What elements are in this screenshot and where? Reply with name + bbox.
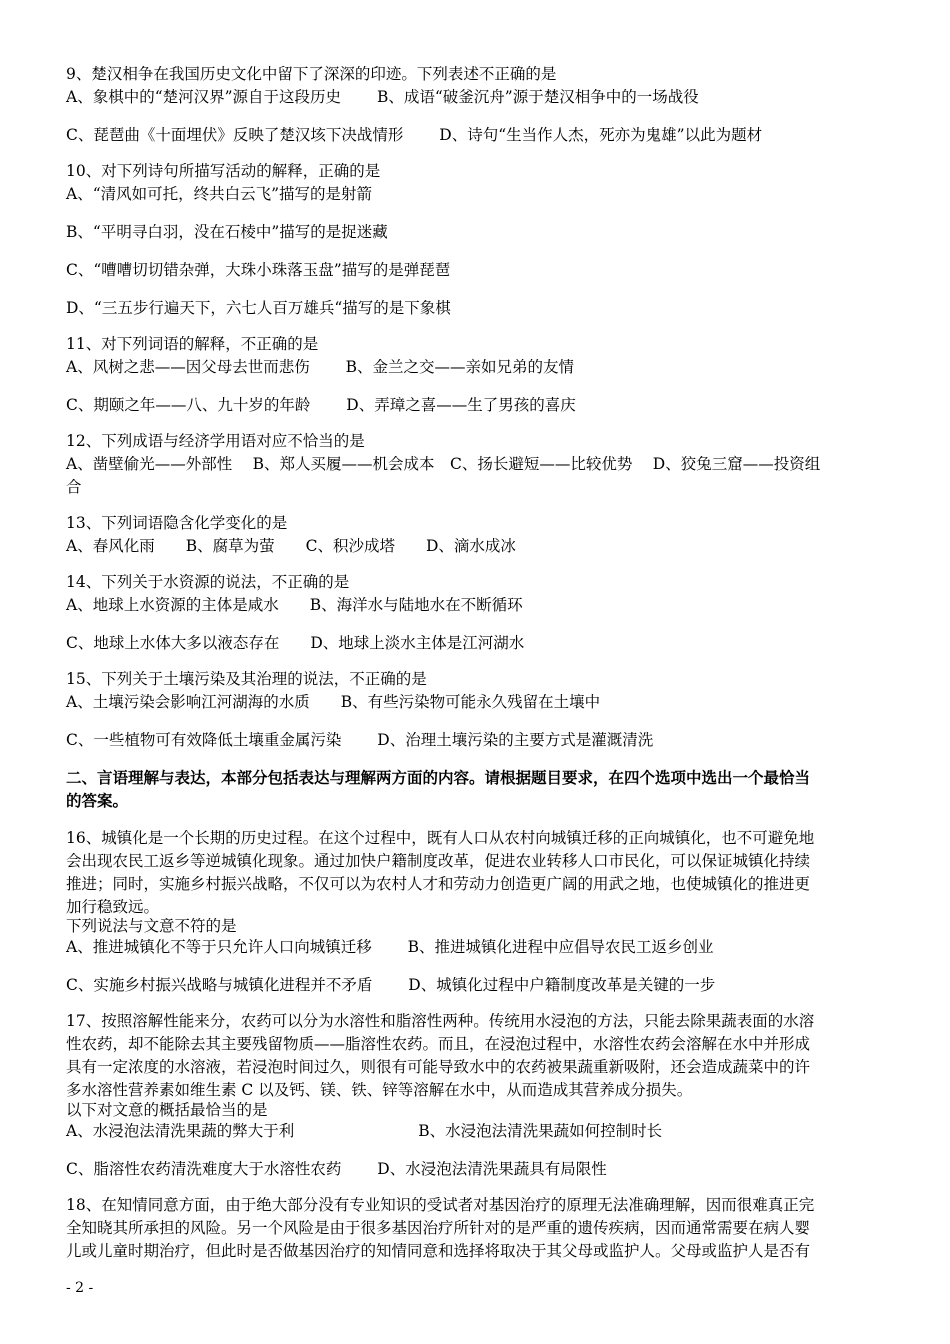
q9-options-cd: C、琵琶曲《十面埋伏》反映了楚汉垓下决战情形 D、诗句“生当作人杰，死亦为鬼雄”以此为题材 bbox=[66, 126, 763, 144]
q15-options-ab: A、土壤污染会影响江河湖海的水质 B、有些污染物可能永久残留在土壤中 bbox=[66, 693, 601, 711]
q10-stem: 10、对下列诗句所描写活动的解释，正确的是 bbox=[66, 162, 381, 180]
q13-options: A、春风化雨 B、腐草为萤 C、积沙成塔 D、滴水成冰 bbox=[66, 537, 516, 555]
section-two-heading-wrap: 的答案。 bbox=[66, 792, 129, 810]
q12-options: A、凿壁偷光——外部性 B、郑人买履——机会成本 C、扬长避短——比较优势 D、狡兔三窟——投资组 bbox=[66, 455, 821, 473]
q12-options-wrap: 合 bbox=[66, 478, 82, 496]
q17-passage-3: 具有一定浓度的水溶液，若浸泡时间过久，则很有可能导致水中的农药被果蔬重新吸附，还会造成蔬菜中的许 bbox=[66, 1058, 811, 1076]
q15-stem: 15、下列关于土壤污染及其治理的说法，不正确的是 bbox=[66, 670, 427, 688]
q16-options-cd: C、实施乡村振兴战略与城镇化进程并不矛盾 D、城镇化过程中户籍制度改革是关键的一步 bbox=[66, 976, 716, 994]
q9-stem: 9、楚汉相争在我国历史文化中留下了深深的印迹。下列表述不正确的是 bbox=[66, 65, 557, 83]
q10-option-b: B、“平明寻白羽，没在石棱中”描写的是捉迷藏 bbox=[66, 223, 388, 241]
q14-options-cd: C、地球上水体大多以液态存在 D、地球上淡水主体是江河湖水 bbox=[66, 634, 525, 652]
q12-stem: 12、下列成语与经济学用语对应不恰当的是 bbox=[66, 432, 365, 450]
q10-option-c: C、“嘈嘈切切错杂弹，大珠小珠落玉盘”描写的是弹琵琶 bbox=[66, 261, 451, 279]
q17-passage-4: 多水溶性营养素如维生素 C 以及钙、镁、铁、锌等溶解在水中，从而造成其营养成分损失。 bbox=[66, 1081, 693, 1099]
q9-options-ab: A、象棋中的“楚河汉界”源自于这段历史 B、成语“破釜沉舟”源于楚汉相争中的一场战役 bbox=[66, 88, 699, 106]
q16-passage-1: 16、城镇化是一个长期的历史过程。在这个过程中，既有人口从农村向城镇迁移的正向城镇化，也不可避免地 bbox=[66, 829, 815, 847]
q13-stem: 13、下列词语隐含化学变化的是 bbox=[66, 514, 288, 532]
q17-passage-1: 17、按照溶解性能来分，农药可以分为水溶性和脂溶性两种。传统用水浸泡的方法，只能去除果蔬表面的水溶 bbox=[66, 1012, 815, 1030]
q16-stem: 下列说法与文意不符的是 bbox=[66, 917, 237, 935]
q18-passage-2: 全知晓其所承担的风险。另一个风险是由于很多基因治疗所针对的是严重的遗传疾病，因而通常需要在病人婴 bbox=[66, 1219, 811, 1237]
q14-stem: 14、下列关于水资源的说法，不正确的是 bbox=[66, 573, 350, 591]
q10-option-a: A、“清风如可托，终共白云飞”描写的是射箭 bbox=[66, 185, 373, 203]
q11-options-ab: A、风树之悲——因父母去世而悲伤 B、金兰之交——亲如兄弟的友情 bbox=[66, 358, 575, 376]
q18-passage-1: 18、在知情同意方面，由于绝大部分没有专业知识的受试者对基因治疗的原理无法准确理解，因而很难真正完 bbox=[66, 1196, 815, 1214]
q11-options-cd: C、期颐之年——八、九十岁的年龄 D、弄璋之喜——生了男孩的喜庆 bbox=[66, 396, 576, 414]
q17-stem: 以下对文意的概括最恰当的是 bbox=[66, 1101, 268, 1119]
q16-passage-4: 加行稳致远。 bbox=[66, 898, 160, 916]
q16-passage-2: 会出现农民工返乡等逆城镇化现象。通过加快户籍制度改革，促进农业转移人口市民化，可以保证城镇化持续 bbox=[66, 852, 811, 870]
q17-options-cd: C、脂溶性农药清洗难度大于水溶性农药 D、水浸泡法清洗果蔬具有局限性 bbox=[66, 1160, 607, 1178]
q14-options-ab: A、地球上水资源的主体是咸水 B、海洋水与陆地水在不断循环 bbox=[66, 596, 523, 614]
q17-options-ab: A、水浸泡法清洗果蔬的弊大于利 B、水浸泡法清洗果蔬如何控制时长 bbox=[66, 1122, 663, 1140]
page-number: - 2 - bbox=[66, 1280, 94, 1296]
q11-stem: 11、对下列词语的解释，不正确的是 bbox=[66, 335, 319, 353]
q18-passage-3: 儿或儿童时期治疗，但此时是否做基因治疗的知情同意和选择将取决于其父母或监护人。父母或监护人是否有 bbox=[66, 1242, 811, 1260]
q17-passage-2: 性农药，却不能除去其主要残留物质——脂溶性农药。而且，在浸泡过程中，水溶性农药会溶解在水中并形成 bbox=[66, 1035, 811, 1053]
q10-option-d: D、“三五步行遍天下，六七人百万雄兵“描写的是下象棋 bbox=[66, 299, 451, 317]
q16-options-ab: A、推进城镇化不等于只允许人口向城镇迁移 B、推进城镇化进程中应倡导农民工返乡创业 bbox=[66, 938, 714, 956]
section-two-heading: 二、言语理解与表达，本部分包括表达与理解两方面的内容。请根据题目要求，在四个选项中选出一个最恰当 bbox=[66, 769, 811, 787]
q16-passage-3: 推进；同时，实施乡村振兴战略，不仅可以为农村人才和劳动力创造更广阔的用武之地，也使城镇化的推进更 bbox=[66, 875, 811, 893]
q15-options-cd: C、一些植物可有效降低土壤重金属污染 D、治理土壤污染的主要方式是灌溉清洗 bbox=[66, 731, 654, 749]
